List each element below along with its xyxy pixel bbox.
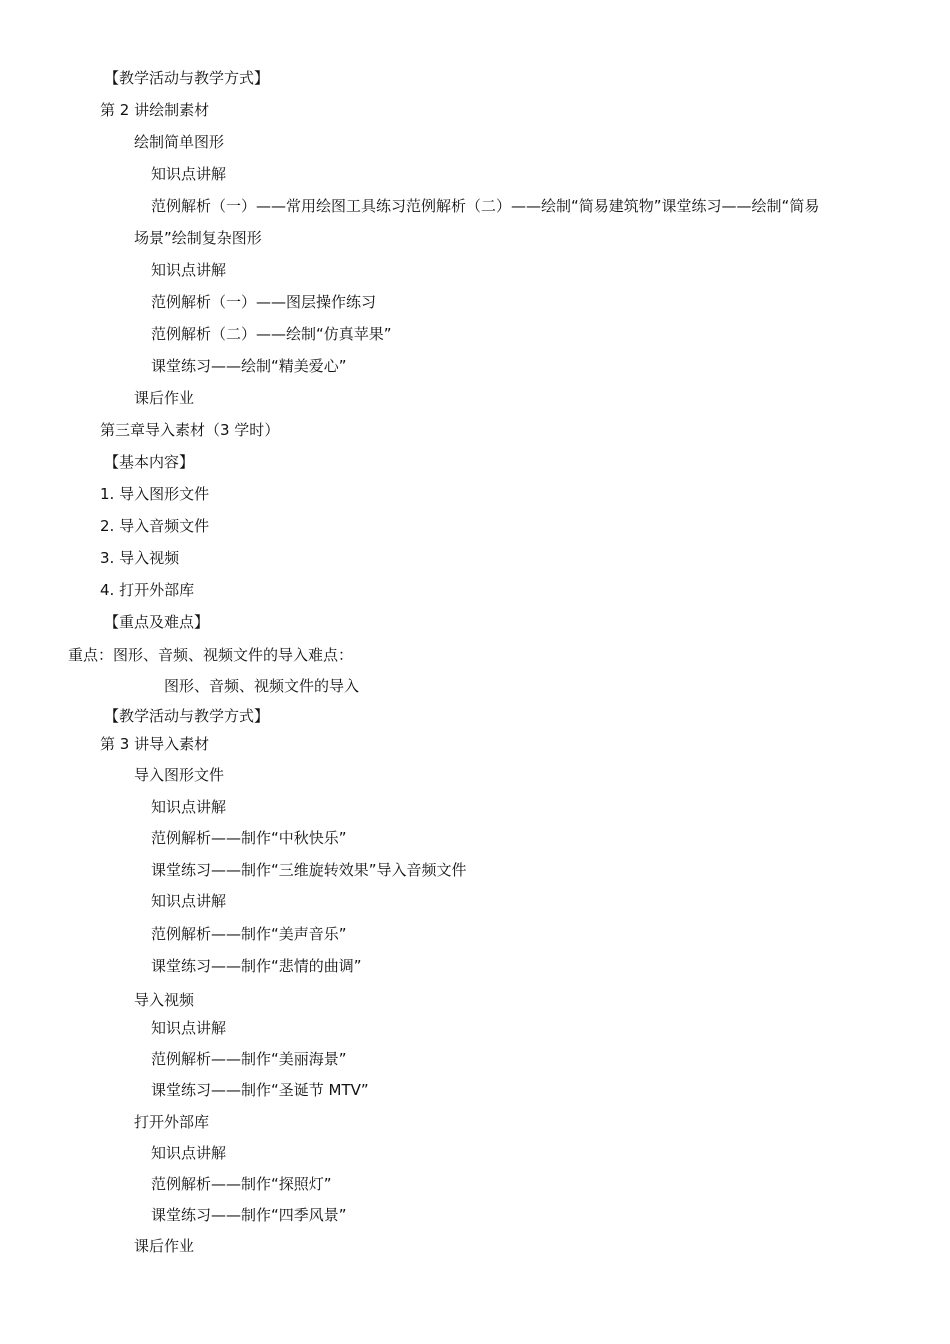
difficult-points: 图形、音频、视频文件的导入 bbox=[164, 677, 360, 695]
list-item: 知识点讲解 bbox=[151, 261, 227, 279]
numbered-item: 2. 导入音频文件 bbox=[100, 517, 210, 535]
list-item: 知识点讲解 bbox=[151, 1019, 227, 1037]
topic-heading: 导入视频 bbox=[134, 991, 195, 1009]
list-item: 课堂练习——制作“四季风景” bbox=[151, 1206, 347, 1224]
numbered-item: 3. 导入视频 bbox=[100, 549, 180, 567]
section-heading: 【基本内容】 bbox=[104, 453, 195, 471]
list-item: 知识点讲解 bbox=[151, 798, 227, 816]
list-item: 课堂练习——制作“三维旋转效果”导入音频文件 bbox=[151, 861, 467, 879]
numbered-item: 1. 导入图形文件 bbox=[100, 485, 210, 503]
list-item: 范例解析——制作“美声音乐” bbox=[151, 925, 347, 943]
list-item: 课堂练习——绘制“精美爱心” bbox=[151, 357, 347, 375]
topic-heading: 绘制简单图形 bbox=[134, 133, 225, 151]
section-heading: 【教学活动与教学方式】 bbox=[104, 69, 270, 87]
section-heading: 【教学活动与教学方式】 bbox=[104, 707, 270, 725]
list-item: 范例解析（一）——常用绘图工具练习范例解析（二）——绘制“简易建筑物”课堂练习——绘制“简易 bbox=[151, 197, 820, 215]
list-item: 范例解析——制作“中秋快乐” bbox=[151, 829, 347, 847]
list-item: 范例解析——制作“美丽海景” bbox=[151, 1050, 347, 1068]
topic-heading: 打开外部库 bbox=[134, 1113, 210, 1131]
list-item: 知识点讲解 bbox=[151, 892, 227, 910]
list-item: 知识点讲解 bbox=[151, 1144, 227, 1162]
list-item: 范例解析（一）——图层操作练习 bbox=[151, 293, 377, 311]
key-points: 重点：图形、音频、视频文件的导入难点： bbox=[68, 646, 354, 664]
section-heading: 【重点及难点】 bbox=[104, 613, 210, 631]
list-item: 范例解析——制作“探照灯” bbox=[151, 1175, 332, 1193]
chapter-title: 第三章导入素材（3 学时） bbox=[100, 421, 280, 439]
topic-heading: 导入图形文件 bbox=[134, 766, 225, 784]
lecture-title: 第 2 讲绘制素材 bbox=[100, 101, 210, 119]
list-item: 课堂练习——制作“圣诞节 MTV” bbox=[151, 1081, 369, 1099]
topic-heading: 课后作业 bbox=[134, 1237, 195, 1255]
list-item: 知识点讲解 bbox=[151, 165, 227, 183]
list-item: 场景”绘制复杂图形 bbox=[134, 229, 262, 247]
list-item: 课堂练习——制作“悲情的曲调” bbox=[151, 957, 362, 975]
topic-heading: 课后作业 bbox=[134, 389, 195, 407]
lecture-title: 第 3 讲导入素材 bbox=[100, 735, 210, 753]
list-item: 范例解析（二）——绘制“仿真苹果” bbox=[151, 325, 392, 343]
numbered-item: 4. 打开外部库 bbox=[100, 581, 195, 599]
